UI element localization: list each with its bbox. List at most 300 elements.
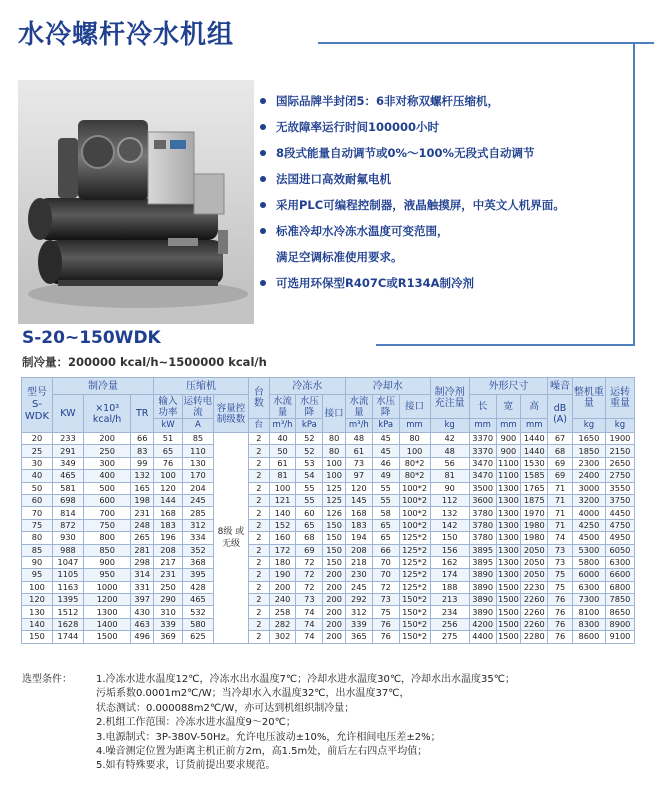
table-cell: 56 — [430, 457, 469, 469]
feature-continuation: 满足空调标准使用要求。 — [276, 250, 403, 264]
table-cell: 463 — [131, 618, 154, 630]
table-cell: 125*2 — [399, 544, 430, 556]
table-cell: 750 — [83, 519, 130, 531]
col-db: dB (A) — [548, 395, 573, 433]
table-cell: 2050 — [521, 544, 548, 556]
bullet-icon — [260, 176, 266, 182]
table-cell: 70 — [22, 507, 53, 519]
table-cell: 145 — [345, 494, 372, 506]
table-cell: 69 — [548, 457, 573, 469]
table-cell: 1628 — [52, 618, 83, 630]
table-cell: 430 — [131, 606, 154, 618]
table-cell: 60 — [22, 494, 53, 506]
table-cell: 3470 — [469, 470, 496, 482]
table-row — [22, 631, 635, 643]
table-cell: 1970 — [521, 507, 548, 519]
table-cell: 150 — [323, 532, 346, 544]
col-width: 宽 — [496, 395, 521, 419]
table-cell: 73 — [548, 544, 573, 556]
table-cell: 71 — [548, 482, 573, 494]
table-cell: 465 — [52, 470, 83, 482]
table-cell: 73 — [296, 594, 323, 606]
table-cell: 25 — [22, 445, 53, 457]
table-cell: 339 — [154, 618, 183, 630]
unit-running-current: A — [182, 419, 213, 433]
table-cell: 988 — [52, 544, 83, 556]
bullet-icon — [260, 202, 266, 208]
table-cell: 258 — [269, 606, 296, 618]
table-cell: 2750 — [605, 470, 634, 482]
table-cell: 5800 — [572, 556, 605, 568]
table-cell: 100 — [323, 457, 346, 469]
capacity-control-cell: 8级 或 无级 — [213, 433, 248, 644]
table-cell: 213 — [430, 594, 469, 606]
table-cell: 55 — [296, 494, 323, 506]
table-cell: 150*2 — [399, 606, 430, 618]
table-cell: 65 — [372, 519, 399, 531]
table-cell: 3550 — [605, 482, 634, 494]
col-compressor: 压缩机 — [154, 378, 249, 395]
table-cell: 7850 — [605, 594, 634, 606]
table-cell: 234 — [430, 606, 469, 618]
table-cell: 1744 — [52, 631, 83, 643]
table-cell: 1980 — [521, 532, 548, 544]
table-cell: 3500 — [469, 482, 496, 494]
table-cell: 3200 — [572, 494, 605, 506]
table-cell: 1530 — [521, 457, 548, 469]
table-row — [22, 507, 635, 519]
table-cell: 310 — [154, 606, 183, 618]
table-cell: 46 — [372, 457, 399, 469]
frame-vertical-rule — [633, 44, 635, 346]
chiller-illustration — [18, 80, 254, 324]
table-cell: 3895 — [469, 556, 496, 568]
table-cell: 3890 — [469, 581, 496, 593]
table-cell: 69 — [296, 544, 323, 556]
col-unit-weight: 整机重量 — [572, 378, 605, 419]
table-cell: 200 — [323, 594, 346, 606]
col-operating-weight: 运转重量 — [605, 378, 634, 419]
table-cell: 6050 — [605, 544, 634, 556]
table-cell: 1400 — [83, 618, 130, 630]
table-cell: 285 — [182, 507, 213, 519]
table-cell: 140 — [269, 507, 296, 519]
table-cell: 312 — [182, 519, 213, 531]
feature-item: 8段式能量自动调节或0%～100%无段式自动调节 — [254, 140, 629, 166]
table-cell: 625 — [182, 631, 213, 643]
table-cell: 74 — [296, 631, 323, 643]
table-cell: 2 — [249, 594, 270, 606]
table-row — [22, 470, 635, 482]
table-cell: 100 — [399, 445, 430, 457]
table-cell: 142 — [430, 519, 469, 531]
table-cell: 6600 — [605, 569, 634, 581]
col-length: 长 — [469, 395, 496, 419]
table-cell: 1300 — [83, 606, 130, 618]
selection-notes — [22, 673, 642, 774]
table-cell: 1300 — [498, 544, 519, 555]
table-cell: 100*2 — [399, 494, 430, 506]
table-cell: 291 — [52, 445, 83, 457]
feature-item: 法国进口高效耐氟电机 — [254, 166, 629, 192]
table-row — [22, 482, 635, 494]
table-cell: 150 — [323, 544, 346, 556]
table-cell: 1100 — [498, 457, 519, 468]
unit-cd-flow: m³/h — [345, 419, 372, 433]
table-cell: 2 — [249, 631, 270, 643]
table-cell: 1650 — [572, 433, 605, 445]
col-noise: 噪音 — [548, 378, 573, 395]
table-cell: 99 — [131, 457, 154, 469]
col-kcal: ×10³ kcal/h — [83, 395, 130, 433]
table-cell: 1440 — [521, 445, 548, 457]
table-cell: 581 — [52, 482, 83, 494]
table-cell: 50 — [269, 445, 296, 457]
table-cell: 140 — [22, 618, 53, 630]
table-cell: 1163 — [52, 581, 83, 593]
table-cell: 2 — [249, 457, 270, 469]
table-cell: 76 — [372, 631, 399, 643]
table-cell: 245 — [345, 581, 372, 593]
unit-height: mm — [521, 419, 548, 433]
col-model: 型号 S- WDK — [22, 378, 53, 433]
table-row — [22, 544, 635, 556]
table-cell: 1850 — [572, 445, 605, 457]
table-cell: 71 — [548, 519, 573, 531]
table-cell: 168 — [345, 507, 372, 519]
table-cell: 75 — [548, 569, 573, 581]
table-cell: 50 — [22, 482, 53, 494]
table-row — [22, 519, 635, 531]
table-cell: 1000 — [83, 581, 130, 593]
table-cell: 80*2 — [399, 457, 430, 469]
table-cell: 1300 — [498, 519, 519, 530]
notes-line: 3.电源制式：3P-380V-50Hz。允许电压波动±10%，允许相间电压差±2%； — [96, 731, 441, 743]
unit-cw-pressure: kPa — [296, 419, 323, 433]
table-cell: 81 — [269, 470, 296, 482]
table-cell: 188 — [430, 581, 469, 593]
table-cell: 4000 — [572, 507, 605, 519]
table-cell: 6800 — [605, 581, 634, 593]
table-cell: 76 — [548, 606, 573, 618]
table-cell: 2 — [249, 433, 270, 445]
table-cell: 314 — [131, 569, 154, 581]
table-cell: 132 — [430, 507, 469, 519]
table-cell: 180 — [269, 556, 296, 568]
table-cell: 2260 — [521, 594, 548, 606]
table-cell: 200 — [323, 618, 346, 630]
table-row — [22, 606, 635, 618]
table-cell: 95 — [22, 569, 53, 581]
table-cell: 580 — [182, 618, 213, 630]
table-cell: 74 — [296, 618, 323, 630]
model-range: S-20~150WDK — [22, 328, 161, 348]
table-cell: 196 — [154, 532, 183, 544]
table-cell: 1047 — [52, 556, 83, 568]
table-cell: 1500 — [498, 631, 519, 642]
table-cell: 2 — [249, 507, 270, 519]
table-cell: 698 — [52, 494, 83, 506]
table-cell: 233 — [52, 433, 83, 445]
table-cell: 30 — [22, 457, 53, 469]
table-cell: 100*2 — [399, 507, 430, 519]
table-cell: 231 — [131, 507, 154, 519]
table-cell: 120 — [22, 594, 53, 606]
table-row — [22, 569, 635, 581]
table-cell: 231 — [154, 569, 183, 581]
table-cell: 156 — [430, 544, 469, 556]
col-cw-conn: 接口 — [323, 395, 346, 433]
bullet-icon — [260, 280, 266, 286]
table-cell: 200 — [269, 581, 296, 593]
table-cell: 8100 — [572, 606, 605, 618]
table-cell: 120 — [345, 482, 372, 494]
feature-item: 标准冷却水冷冻水温度可变范围， — [254, 218, 629, 244]
table-cell: 52 — [296, 445, 323, 457]
table-cell: 2400 — [572, 470, 605, 482]
table-cell: 150 — [323, 519, 346, 531]
table-cell: 65 — [372, 532, 399, 544]
table-cell: 49 — [372, 470, 399, 482]
table-cell: 3370 — [469, 445, 496, 457]
col-cooling-water: 冷却水 — [345, 378, 430, 395]
table-cell: 66 — [372, 544, 399, 556]
table-cell: 71 — [548, 494, 573, 506]
table-cell: 75 — [22, 519, 53, 531]
table-cell: 282 — [269, 618, 296, 630]
table-cell: 1395 — [52, 594, 83, 606]
frame-horizontal-rule — [376, 344, 635, 346]
table-cell: 1300 — [498, 507, 519, 518]
table-cell: 3895 — [469, 544, 496, 556]
table-cell: 290 — [154, 594, 183, 606]
unit-cd-pressure: kPa — [372, 419, 399, 433]
notes-line: 4.噪音测定位置为距离主机正前方2m，高1.5m处，前后左右四点平均值； — [96, 746, 428, 758]
table-cell: 72 — [372, 581, 399, 593]
table-cell: 3780 — [469, 519, 496, 531]
table-cell: 55 — [372, 494, 399, 506]
table-cell: 3370 — [469, 433, 496, 445]
table-cell: 80 — [399, 433, 430, 445]
capacity-range: 制冷量：200000 kcal/h~1500000 kcal/h — [22, 355, 267, 369]
page-title: 水冷螺杆冷水机组 — [18, 20, 235, 50]
table-cell: 8300 — [572, 618, 605, 630]
table-cell: 83 — [131, 445, 154, 457]
table-cell: 70 — [372, 556, 399, 568]
table-cell: 48 — [345, 433, 372, 445]
table-cell: 1585 — [521, 470, 548, 482]
table-cell: 349 — [52, 457, 83, 469]
table-cell: 208 — [345, 544, 372, 556]
table-row — [22, 445, 635, 457]
table-cell: 3470 — [469, 457, 496, 469]
feature-item: 采用PLC可编程控制器，液晶触摸屏，中英文人机界面。 — [254, 192, 629, 218]
table-cell: 183 — [345, 519, 372, 531]
table-cell: 168 — [154, 507, 183, 519]
table-cell: 100 — [22, 581, 53, 593]
table-row — [22, 581, 635, 593]
table-cell: 100*2 — [399, 482, 430, 494]
notes-line: 5.如有特殊要求，订货前提出要求规范。 — [96, 760, 276, 772]
feature-item: 无故障率运行时间100000小时 — [254, 114, 629, 140]
unit-refrigerant: kg — [430, 419, 469, 433]
table-cell: 217 — [154, 556, 183, 568]
table-cell: 80 — [323, 445, 346, 457]
table-cell: 150*2 — [399, 618, 430, 630]
table-cell: 73 — [372, 594, 399, 606]
table-cell: 500 — [83, 482, 130, 494]
table-cell: 42 — [430, 433, 469, 445]
bullet-icon — [260, 124, 266, 130]
unit-length: mm — [469, 419, 496, 433]
table-row — [22, 594, 635, 606]
table-cell: 1300 — [498, 495, 519, 506]
table-cell: 292 — [345, 594, 372, 606]
table-cell: 125 — [323, 494, 346, 506]
table-cell: 400 — [83, 470, 130, 482]
table-cell: 172 — [269, 544, 296, 556]
table-cell: 4450 — [605, 507, 634, 519]
table-cell: 2 — [249, 606, 270, 618]
col-dimensions: 外形尺寸 — [469, 378, 547, 395]
table-cell: 72 — [296, 556, 323, 568]
table-cell: 165 — [131, 482, 154, 494]
table-cell: 74 — [296, 606, 323, 618]
table-cell: 395 — [182, 569, 213, 581]
table-cell: 2 — [249, 581, 270, 593]
table-cell: 200 — [323, 631, 346, 643]
table-cell: 1500 — [498, 619, 519, 630]
table-cell: 3000 — [572, 482, 605, 494]
table-cell: 250 — [83, 445, 130, 457]
table-cell: 1200 — [83, 594, 130, 606]
col-cooling-capacity: 制冷量 — [52, 378, 153, 395]
table-row — [22, 532, 635, 544]
table-cell: 76 — [548, 631, 573, 643]
table-cell: 1300 — [498, 557, 519, 568]
unit-count: 台 — [249, 419, 270, 433]
table-cell: 72 — [296, 581, 323, 593]
table-cell: 265 — [131, 532, 154, 544]
table-cell: 75 — [372, 606, 399, 618]
table-cell: 850 — [83, 544, 130, 556]
col-cd-pressure: 水压降 — [372, 395, 399, 419]
table-cell: 66 — [131, 433, 154, 445]
table-cell: 40 — [22, 470, 53, 482]
feature-list — [254, 88, 629, 296]
table-cell: 67 — [548, 433, 573, 445]
table-cell: 2260 — [521, 606, 548, 618]
table-cell: 68 — [548, 445, 573, 457]
table-cell: 150 — [22, 631, 53, 643]
table-cell: 6300 — [605, 556, 634, 568]
table-row — [22, 457, 635, 469]
table-cell: 75 — [548, 581, 573, 593]
table-cell: 130 — [182, 457, 213, 469]
table-cell: 331 — [131, 581, 154, 593]
table-cell: 312 — [345, 606, 372, 618]
table-cell: 61 — [269, 457, 296, 469]
table-cell: 200 — [83, 433, 130, 445]
table-cell: 162 — [430, 556, 469, 568]
table-cell: 2 — [249, 556, 270, 568]
table-cell: 2050 — [521, 556, 548, 568]
table-cell: 125*2 — [399, 532, 430, 544]
spec-table-body — [22, 433, 635, 644]
table-cell: 100 — [154, 470, 183, 482]
notes-line: 2.机组工作范围：冷冻水进水温度9～20℃； — [96, 717, 296, 729]
col-chilled-water: 冷冻水 — [269, 378, 345, 395]
table-cell: 190 — [269, 569, 296, 581]
table-cell: 200 — [323, 569, 346, 581]
table-cell: 1765 — [521, 482, 548, 494]
col-kw: KW — [52, 395, 83, 433]
table-cell: 930 — [52, 532, 83, 544]
table-cell: 334 — [182, 532, 213, 544]
spec-table — [21, 377, 635, 644]
col-cw-flow: 水流量 — [269, 395, 296, 419]
table-cell: 1500 — [498, 606, 519, 617]
table-cell: 600 — [83, 494, 130, 506]
table-cell: 80*2 — [399, 470, 430, 482]
table-cell: 9100 — [605, 631, 634, 643]
table-cell: 183 — [154, 519, 183, 531]
table-cell: 2300 — [572, 457, 605, 469]
col-cd-conn: 接口 — [399, 395, 430, 419]
col-capacity-control: 容量控制级数 — [213, 395, 248, 433]
table-cell: 150*2 — [399, 594, 430, 606]
table-cell: 2 — [249, 569, 270, 581]
table-cell: 900 — [83, 556, 130, 568]
table-cell: 3890 — [469, 594, 496, 606]
table-cell: 2150 — [605, 445, 634, 457]
table-cell: 85 — [22, 544, 53, 556]
table-cell: 45 — [372, 445, 399, 457]
table-cell: 365 — [345, 631, 372, 643]
table-cell: 65 — [296, 519, 323, 531]
table-cell: 3600 — [469, 494, 496, 506]
table-cell: 76 — [548, 618, 573, 630]
table-cell: 150 — [430, 532, 469, 544]
table-cell: 2 — [249, 482, 270, 494]
table-cell: 76 — [154, 457, 183, 469]
table-cell: 465 — [182, 594, 213, 606]
col-cd-flow: 水流量 — [345, 395, 372, 419]
table-cell: 20 — [22, 433, 53, 445]
table-cell: 120 — [154, 482, 183, 494]
unit-input-power: kW — [154, 419, 183, 433]
table-cell: 3750 — [605, 494, 634, 506]
table-cell: 125*2 — [399, 581, 430, 593]
table-cell: 55 — [296, 482, 323, 494]
table-row — [22, 494, 635, 506]
table-cell: 1500 — [498, 594, 519, 605]
table-cell: 70 — [372, 569, 399, 581]
table-cell: 112 — [430, 494, 469, 506]
table-cell: 248 — [131, 519, 154, 531]
notes-line: 污垢系数0.0001m2℃/W；当冷却水入水温度32℃，出水温度37℃， — [96, 688, 410, 700]
col-cw-pressure: 水压降 — [296, 395, 323, 419]
table-cell: 97 — [345, 470, 372, 482]
table-cell: 2 — [249, 519, 270, 531]
table-cell: 3780 — [469, 532, 496, 544]
table-cell: 73 — [548, 556, 573, 568]
col-height: 高 — [521, 395, 548, 419]
table-cell: 58 — [372, 507, 399, 519]
table-cell: 2 — [249, 445, 270, 457]
table-cell: 300 — [83, 457, 130, 469]
table-cell: 2260 — [521, 618, 548, 630]
